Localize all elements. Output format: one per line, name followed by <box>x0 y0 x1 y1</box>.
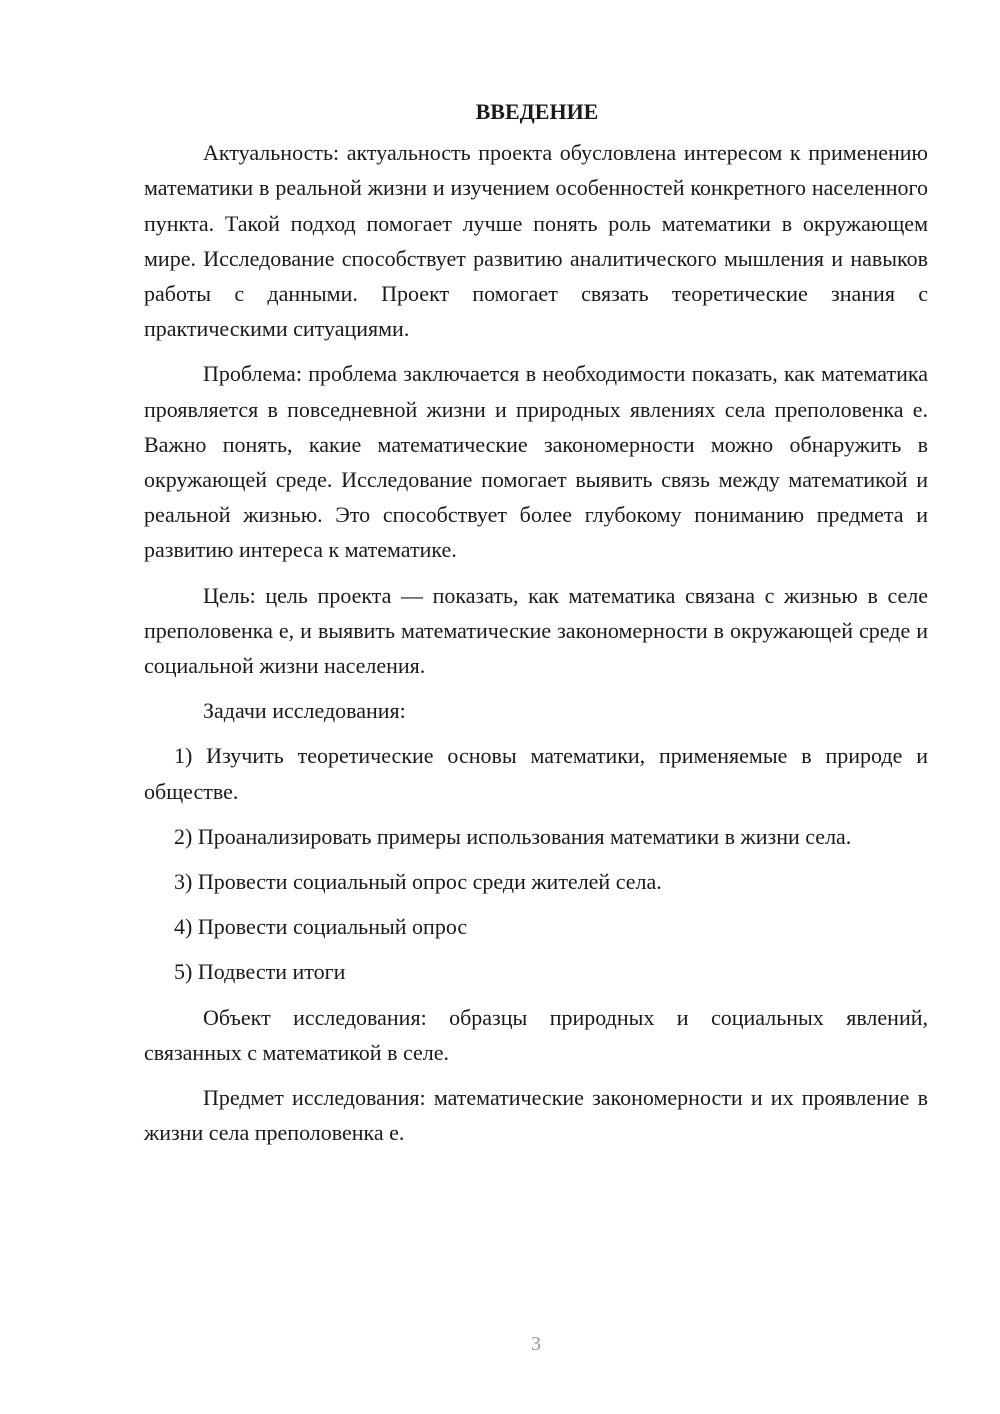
object-paragraph: Объект исследования: образцы природных и социальных явлений, связанных с математикой в селе. <box>144 1004 928 1065</box>
task-item-1: 1) Изучить теоретические основы математики, применяемые в природе и обществе. <box>144 743 928 804</box>
tasks-heading: Задачи исследования: <box>203 698 406 724</box>
task-item-5: 5) Подвести итоги <box>174 959 346 985</box>
task-item-2: 2) Проанализировать примеры использования математики в жизни села. <box>174 823 852 849</box>
section-title: ВВЕДЕНИЕ <box>475 99 599 124</box>
relevance-paragraph: Актуальность: актуальность проекта обусловлена интересом к применению математики в реальной жизни и изучением особенностей конкретного населенного пункта. Такой подход помогает лучше понять роль математики в окружающем мире. Исследование способствует развитию аналитического мышления и навыков работы с данными. Проект помогает связать теоретические знания с практическими ситуациями. <box>144 140 928 342</box>
task-item-4: 4) Провести социальный опрос <box>174 914 468 940</box>
goal-paragraph: Цель: цель проекта — показать, как математика связана с жизнью в селе преполовенка е, и выявить математические закономерности в окружающей среде и социальной жизни населения. <box>144 582 928 679</box>
page-number: 3 <box>531 1333 541 1355</box>
subject-paragraph: Предмет исследования: математические закономерности и их проявление в жизни села преполовенка е. <box>144 1085 928 1146</box>
task-item-3: 3) Провести социальный опрос среди жителей села. <box>174 869 662 895</box>
page-content <box>144 94 928 1160</box>
problem-paragraph: Проблема: проблема заключается в необходимости показать, как математика проявляется в повседневной жизни и природных явлениях села преполовенка е. Важно понять, какие математические закономерности можно обнаружить в окружающей среде. Исследование помогает выявить связь между математикой и реальной жизнью. Это способствует более глубокому пониманию предмета и развитию интереса к математике. <box>144 361 928 563</box>
